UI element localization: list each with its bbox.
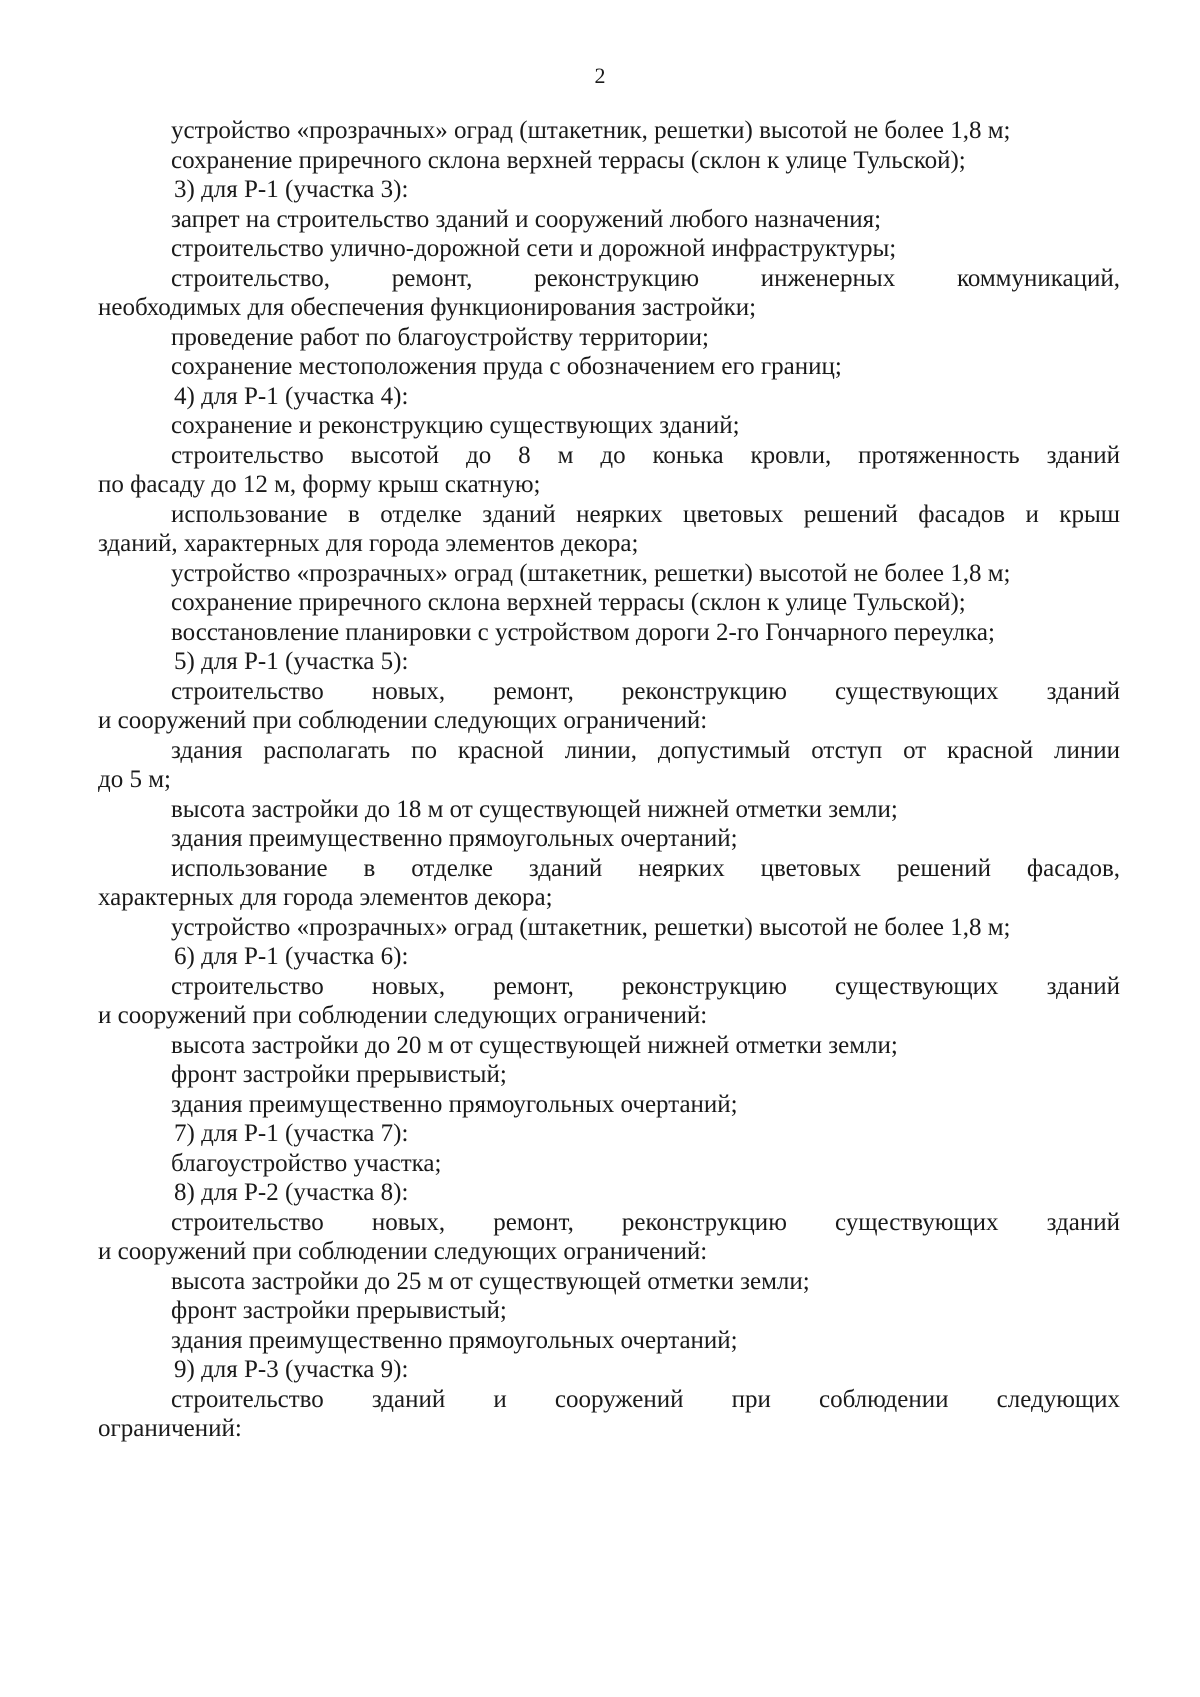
paragraph-line: строительство высотой до 8 м до конька кровли, протяженность зданий — [171, 441, 1120, 469]
section-heading: 9) для Р-3 (участка 9): — [174, 1356, 409, 1383]
paragraph-line: строительство новых, ремонт, реконструкцию существующих зданий — [171, 677, 1120, 705]
paragraph-line: здания преимущественно прямоугольных очертаний; — [171, 1090, 738, 1118]
paragraph-line: высота застройки до 25 м от существующей отметки земли; — [171, 1267, 810, 1295]
paragraph-line: необходимых для обеспечения функционирования застройки; — [98, 294, 757, 321]
paragraph-line: сохранение приречного склона верхней террасы (склон к улице Тульской); — [171, 146, 966, 174]
paragraph-line: высота застройки до 20 м от существующей нижней отметки земли; — [171, 1031, 898, 1059]
paragraph-line: высота застройки до 18 м от существующей нижней отметки земли; — [171, 795, 898, 823]
section-heading: 5) для Р-1 (участка 5): — [174, 648, 409, 675]
section-heading: 3) для Р-1 (участка 3): — [174, 176, 409, 203]
paragraph-line: фронт застройки прерывистый; — [171, 1061, 507, 1088]
section-heading: 7) для Р-1 (участка 7): — [174, 1120, 409, 1147]
paragraph-line: проведение работ по благоустройству территории; — [171, 323, 709, 351]
section-heading: 4) для Р-1 (участка 4): — [174, 382, 409, 410]
paragraph-line: использование в отделке зданий неярких цветовых решений фасадов и крыш — [171, 500, 1120, 528]
paragraph-line: использование в отделке зданий неярких цветовых решений фасадов, — [171, 854, 1120, 882]
document-body — [98, 116, 1120, 1444]
paragraph-line: зданий, характерных для города элементов декора; — [98, 530, 639, 557]
paragraph-line: здания располагать по красной линии, допустимый отступ от красной линии — [171, 736, 1120, 764]
paragraph-line: и сооружений при соблюдении следующих ограничений: — [98, 707, 708, 734]
paragraph-line: устройство «прозрачных» оград (штакетник, решетки) высотой не более 1,8 м; — [171, 559, 1011, 587]
paragraph-line: до 5 м; — [98, 766, 171, 793]
paragraph-line: и сооружений при соблюдении следующих ограничений: — [98, 1238, 708, 1265]
paragraph-line: по фасаду до 12 м, форму крыш скатную; — [98, 471, 541, 498]
paragraph-line: строительство зданий и сооружений при соблюдении следующих — [171, 1385, 1120, 1413]
paragraph-line: и сооружений при соблюдении следующих ограничений: — [98, 1002, 708, 1029]
paragraph-line: здания преимущественно прямоугольных очертаний; — [171, 1326, 738, 1354]
section-heading: 8) для Р-2 (участка 8): — [174, 1179, 409, 1206]
page-number: 2 — [594, 63, 606, 88]
paragraph-line: сохранение местоположения пруда с обозначением его границ; — [171, 353, 842, 380]
paragraph-line: восстановление планировки с устройством дороги 2-го Гончарного переулка; — [171, 618, 995, 646]
paragraph-line: строительство, ремонт, реконструкцию инженерных коммуникаций, — [171, 264, 1120, 292]
paragraph-line: ограничений: — [98, 1415, 242, 1442]
paragraph-line: запрет на строительство зданий и сооружений любого назначения; — [171, 205, 882, 233]
paragraph-line: строительство новых, ремонт, реконструкцию существующих зданий — [171, 1208, 1120, 1236]
paragraph-line: устройство «прозрачных» оград (штакетник, решетки) высотой не более 1,8 м; — [171, 913, 1011, 941]
paragraph-line: строительство новых, ремонт, реконструкцию существующих зданий — [171, 972, 1120, 1000]
paragraph-line: фронт застройки прерывистый; — [171, 1297, 507, 1324]
paragraph-line: сохранение и реконструкцию существующих зданий; — [171, 412, 740, 439]
paragraph-line: здания преимущественно прямоугольных очертаний; — [171, 825, 738, 852]
paragraph-line: сохранение приречного склона верхней террасы (склон к улице Тульской); — [171, 589, 966, 616]
paragraph-line: устройство «прозрачных» оград (штакетник, решетки) высотой не более 1,8 м; — [171, 117, 1011, 144]
section-heading: 6) для Р-1 (участка 6): — [174, 943, 409, 970]
paragraph-line: характерных для города элементов декора; — [98, 884, 553, 911]
paragraph-line: благоустройство участка; — [171, 1149, 442, 1177]
paragraph-line: строительство улично-дорожной сети и дорожной инфраструктуры; — [171, 235, 897, 262]
